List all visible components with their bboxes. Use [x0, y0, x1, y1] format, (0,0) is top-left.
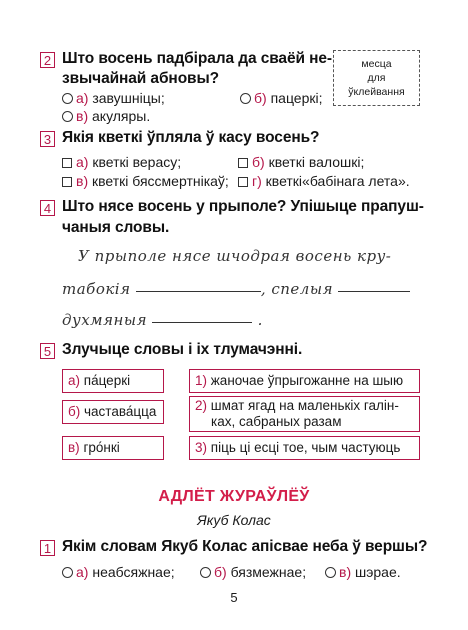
sticker-placeholder	[333, 50, 420, 106]
checkbox-square-icon[interactable]	[238, 177, 248, 187]
question-number: 5	[40, 343, 55, 359]
definition-box[interactable]: 2) шмат ягад на маленькіх галін- ках, сабраных разам	[189, 396, 420, 432]
poem-author: Якуб Колас	[197, 512, 271, 528]
word-box[interactable]: в) гро́нкі	[62, 436, 164, 460]
definition-box[interactable]: 3) піць ці есці тое, чым частуюць	[189, 436, 420, 460]
checkbox-square-icon[interactable]	[62, 158, 72, 168]
answer-option[interactable]: в) шэрае.	[325, 564, 401, 580]
question-number: 1	[40, 540, 55, 556]
radio-circle-icon[interactable]	[240, 93, 251, 104]
question-number: 3	[40, 131, 55, 147]
sticker-label: ўклейвання	[348, 86, 405, 98]
word-box[interactable]: а) па́церкі	[62, 369, 164, 393]
question-text: звычайнай абновы?	[62, 70, 219, 87]
answer-option[interactable]: в) кветкі бяссмертнікаў;	[62, 173, 229, 189]
question-text: Што восень падбірала да сваёй не-	[62, 50, 332, 67]
word-box[interactable]: б) частава́цца	[62, 400, 164, 424]
definition-box[interactable]: 1) жаночае ўпрыгожанне на шыю	[189, 369, 420, 393]
radio-circle-icon[interactable]	[62, 111, 73, 122]
fill-in-blank[interactable]	[338, 290, 410, 292]
radio-circle-icon[interactable]	[62, 93, 73, 104]
question-text: Якія кветкі ўпляла ў касу восень?	[62, 129, 320, 146]
answer-option[interactable]: а) завушніцы;	[62, 90, 165, 106]
question-text: Што нясе восень у прыполе? Упішыце прапуш-	[62, 198, 424, 215]
handwritten-line: табокія , спелыя	[62, 280, 410, 298]
answer-option[interactable]: г) кветкі«бабінага лета».	[238, 173, 410, 189]
answer-option[interactable]: б) пацеркі;	[240, 90, 323, 106]
radio-circle-icon[interactable]	[325, 567, 336, 578]
question-number: 4	[40, 200, 55, 216]
answer-option[interactable]: в) акуляры.	[62, 108, 150, 124]
poem-title: АДЛЁТ ЖУРАЎЛЁЎ	[158, 488, 310, 505]
handwritten-line: У прыполе нясе шчодрая восень кру-	[78, 247, 392, 265]
handwritten-line: духмяныя .	[62, 311, 263, 329]
question-text: чаныя словы.	[62, 219, 170, 236]
answer-option[interactable]: а) неабсяжнае;	[62, 564, 175, 580]
question-number: 2	[40, 52, 55, 68]
sticker-label: месца	[361, 58, 392, 70]
radio-circle-icon[interactable]	[62, 567, 73, 578]
question-text: Злучыце словы і іх тлумачэнні.	[62, 341, 303, 358]
checkbox-square-icon[interactable]	[62, 177, 72, 187]
fill-in-blank[interactable]	[136, 290, 261, 292]
radio-circle-icon[interactable]	[200, 567, 211, 578]
page-number: 5	[230, 590, 238, 605]
answer-option[interactable]: б) бязмежнае;	[200, 564, 306, 580]
checkbox-square-icon[interactable]	[238, 158, 248, 168]
question-text: Якім словам Якуб Колас апісвае неба ў вершы?	[62, 538, 428, 555]
answer-option[interactable]: б) кветкі валошкі;	[238, 154, 364, 170]
sticker-label: для	[367, 72, 386, 84]
fill-in-blank[interactable]	[152, 321, 252, 323]
answer-option[interactable]: а) кветкі верасу;	[62, 154, 181, 170]
